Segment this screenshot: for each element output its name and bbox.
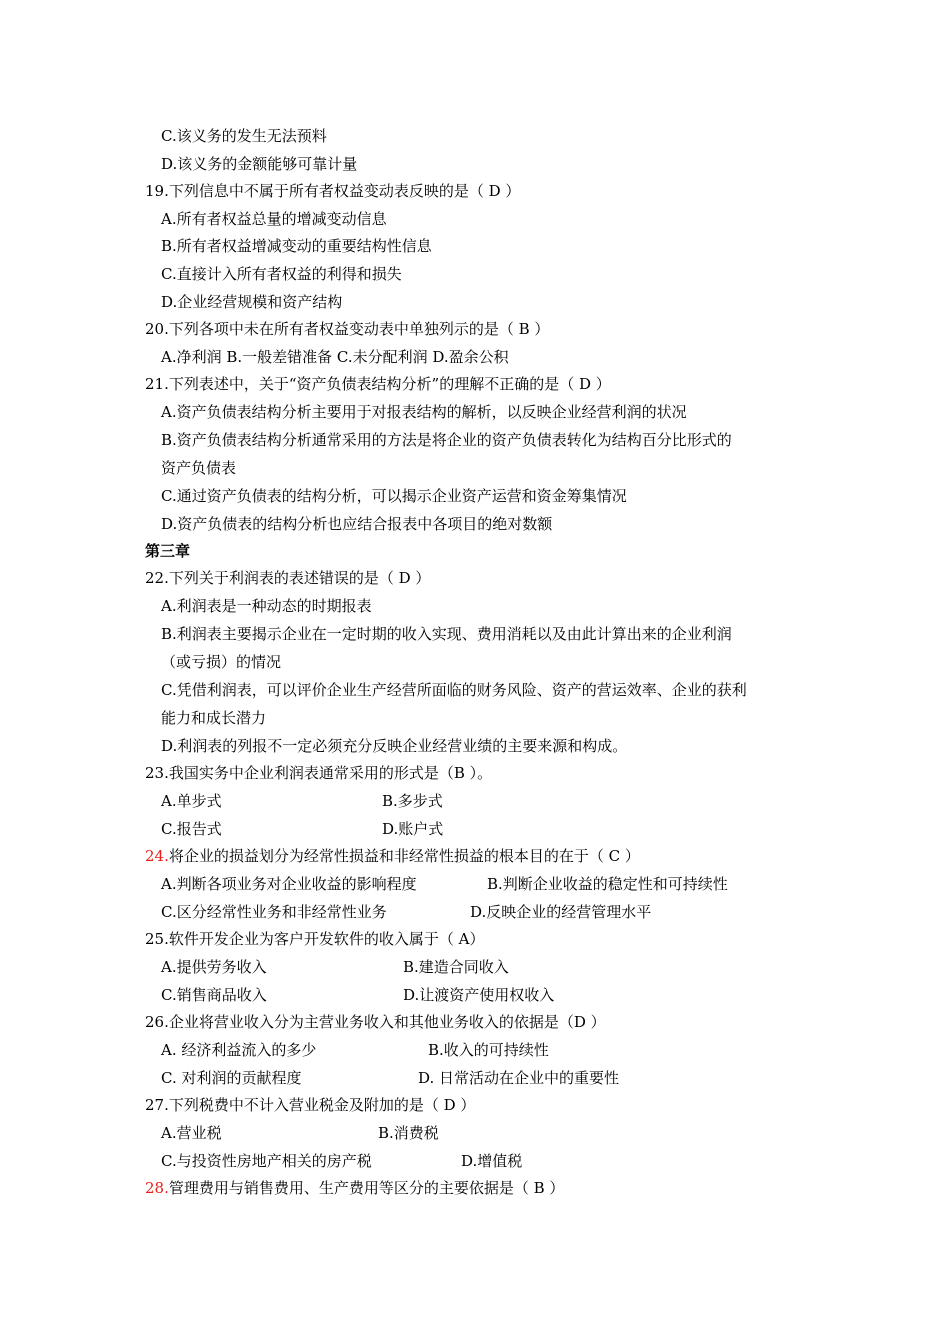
chapter-heading: 第三章 bbox=[145, 542, 191, 560]
option-line: D.资产负债表的结构分析也应结合报表中各项目的绝对数额 bbox=[161, 515, 553, 533]
option-c: C.报告式 bbox=[161, 820, 222, 838]
option-line: D.利润表的列报不一定必须充分反映企业经营业绩的主要来源和构成。 bbox=[161, 737, 628, 755]
option-a: A.判断各项业务对企业收益的影响程度 bbox=[161, 875, 417, 893]
question-22: 22.下列关于利润表的表述错误的是（ D ） bbox=[145, 569, 431, 587]
option-d: D.增值税 bbox=[461, 1152, 523, 1170]
option-c: C.区分经常性业务和非经常性业务 bbox=[161, 903, 387, 921]
option-d: D.反映企业的经营管理水平 bbox=[470, 903, 652, 921]
option-a: A. 经济利益流入的多少 bbox=[161, 1041, 317, 1059]
question-24 bbox=[145, 846, 640, 866]
option-c: C.与投资性房地产相关的房产税 bbox=[161, 1152, 372, 1170]
option-b: B.建造合同收入 bbox=[403, 958, 509, 976]
option-line: A.利润表是一种动态的时期报表 bbox=[161, 597, 372, 615]
option-d: D. 日常活动在企业中的重要性 bbox=[418, 1069, 620, 1087]
option-line: C.该义务的发生无法预料 bbox=[161, 127, 327, 145]
question-28 bbox=[145, 1178, 564, 1198]
option-line-cont: （或亏损）的情况 bbox=[161, 653, 282, 671]
question-20: 20.下列各项中未在所有者权益变动表中单独列示的是（ B ） bbox=[145, 320, 550, 338]
option-line: B.利润表主要揭示企业在一定时期的收入实现、费用消耗以及由此计算出来的企业利润 bbox=[161, 625, 732, 643]
option-line: C.凭借利润表，可以评价企业生产经营所面临的财务风险、资产的营运效率、企业的获利 bbox=[161, 681, 747, 699]
option-a: A.提供劳务收入 bbox=[161, 958, 267, 976]
question-text: 管理费用与销售费用、生产费用等区分的主要依据是（ B ） bbox=[168, 1179, 565, 1197]
question-27: 27.下列税费中不计入营业税金及附加的是（ D ） bbox=[145, 1096, 476, 1114]
option-b: B.收入的可持续性 bbox=[428, 1041, 549, 1059]
option-c: C. 对利润的贡献程度 bbox=[161, 1069, 302, 1087]
option-b: B.消费税 bbox=[378, 1124, 439, 1142]
option-line: A.资产负债表结构分析主要用于对报表结构的解析，以反映企业经营利润的状况 bbox=[161, 403, 687, 421]
option-line: A.所有者权益总量的增减变动信息 bbox=[161, 210, 387, 228]
option-line: A.净利润 B.一般差错准备 C.未分配利润 D.盈余公积 bbox=[161, 348, 509, 366]
option-b: B.多步式 bbox=[382, 792, 443, 810]
question-number: 28. bbox=[145, 1179, 169, 1197]
option-line: B.所有者权益增减变动的重要结构性信息 bbox=[161, 237, 432, 255]
question-19: 19.下列信息中不属于所有者权益变动表反映的是（ D ） bbox=[145, 182, 521, 200]
option-b: B.判断企业收益的稳定性和可持续性 bbox=[487, 875, 728, 893]
option-line: D.该义务的金额能够可靠计量 bbox=[161, 155, 358, 173]
option-line-cont: 能力和成长潜力 bbox=[161, 709, 267, 727]
question-number: 24. bbox=[145, 847, 169, 865]
option-line: B.资产负债表结构分析通常采用的方法是将企业的资产负债表转化为结构百分比形式的 bbox=[161, 431, 732, 449]
question-25: 25.软件开发企业为客户开发软件的收入属于（ A） bbox=[145, 930, 485, 948]
option-d: D.账户式 bbox=[382, 820, 444, 838]
option-line: C.通过资产负债表的结构分析，可以揭示企业资产运营和资金筹集情况 bbox=[161, 487, 627, 505]
question-text: 将企业的损益划分为经常性损益和非经常性损益的根本目的在于（ C ） bbox=[168, 847, 640, 865]
option-c: C.销售商品收入 bbox=[161, 986, 267, 1004]
option-a: A.营业税 bbox=[161, 1124, 222, 1142]
option-a: A.单步式 bbox=[161, 792, 222, 810]
question-21: 21.下列表述中，关于“资产负债表结构分析”的理解不正确的是（ D ） bbox=[145, 375, 611, 393]
option-d: D.让渡资产使用权收入 bbox=[403, 986, 555, 1004]
option-line: C.直接计入所有者权益的利得和损失 bbox=[161, 265, 402, 283]
option-line-cont: 资产负债表 bbox=[161, 459, 237, 477]
question-26: 26.企业将营业收入分为主营业务收入和其他业务收入的依据是（D ） bbox=[145, 1013, 606, 1031]
option-line: D.企业经营规模和资产结构 bbox=[161, 293, 343, 311]
question-23: 23.我国实务中企业利润表通常采用的形式是（B ）。 bbox=[145, 764, 493, 782]
